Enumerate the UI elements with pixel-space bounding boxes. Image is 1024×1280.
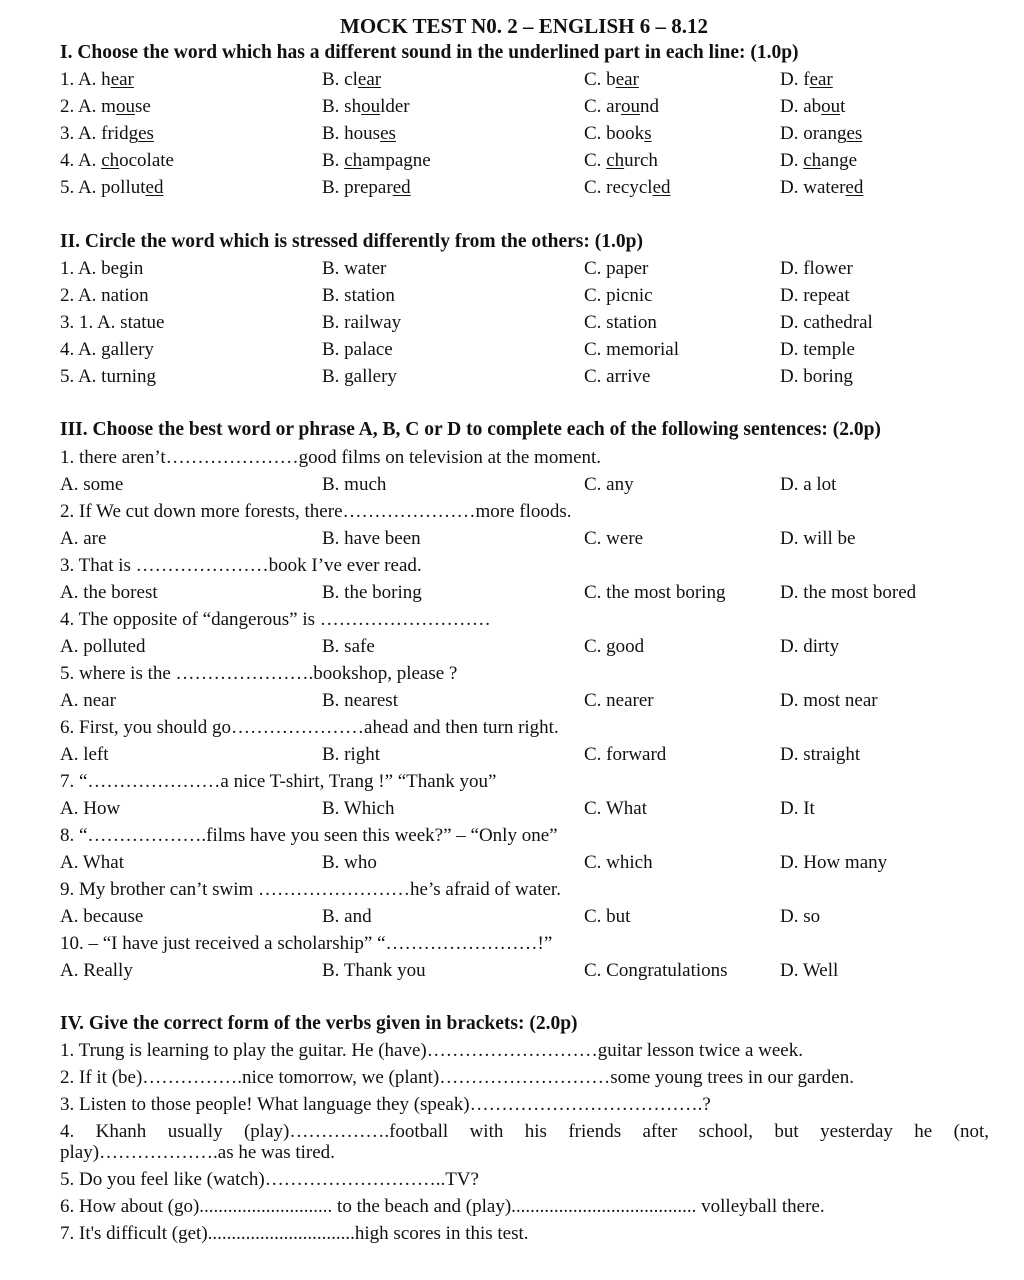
answer-option: D. boring	[780, 366, 853, 387]
sound-question-row	[0, 177, 1024, 204]
answer-option: D. flower	[780, 258, 853, 279]
answer-option: D. most near	[780, 690, 878, 711]
underlined-part: es	[846, 123, 863, 144]
mcq-question: 8. “……………….films have you seen this week?” – “Only one”	[60, 825, 558, 846]
underlined-part: ear	[615, 69, 639, 90]
answer-option: A. near	[60, 690, 116, 711]
verb-question-7: 7. It's difficult (get)...............................high scores in this test.	[60, 1223, 529, 1244]
option-text: D. ab	[780, 96, 822, 117]
answer-option	[60, 177, 163, 199]
underlined-part: ear	[357, 69, 382, 90]
answer-option	[322, 150, 431, 172]
answer-option: B. gallery	[322, 366, 397, 387]
option-text: ocolate	[119, 150, 174, 171]
option-text: B. sh	[322, 96, 362, 117]
answer-option	[322, 177, 411, 199]
answer-option	[780, 177, 863, 199]
answer-option: B. the boring	[322, 582, 422, 603]
answer-option: B. and	[322, 906, 372, 927]
answer-option: A. are	[60, 528, 107, 549]
answer-option	[780, 150, 857, 172]
option-text: B.	[322, 150, 345, 171]
mcq-options-row	[0, 474, 1024, 501]
option-text: 2. A. m	[60, 96, 116, 117]
answer-option	[780, 123, 862, 145]
answer-option: D. Well	[780, 960, 839, 981]
option-text: B. prepar	[322, 177, 393, 198]
mcq-options-row	[0, 582, 1024, 609]
answer-option: A. How	[60, 798, 121, 819]
option-text: C.	[584, 150, 607, 171]
mcq-question: 10. – “I have just received a scholarship” “……………………!”	[60, 933, 553, 954]
underlined-part: ed	[652, 177, 671, 198]
section-2-heading: II. Circle the word which is stressed differently from the others: (1.0p)	[60, 231, 643, 252]
answer-option: D. a lot	[780, 474, 837, 495]
answer-option: B. nearest	[322, 690, 398, 711]
answer-option: C. forward	[584, 744, 667, 765]
option-text: D. f	[780, 69, 810, 90]
stress-question-row	[0, 339, 1024, 366]
underlined-part: es	[380, 123, 396, 144]
option-text: D. water	[780, 177, 846, 198]
answer-option: 3. 1. A. statue	[60, 312, 165, 333]
mcq-question: 6. First, you should go…………………ahead and then turn right.	[60, 717, 559, 738]
underlined-part: ou	[821, 96, 841, 117]
answer-option	[60, 123, 154, 145]
sound-question-row	[0, 123, 1024, 150]
option-text: C. b	[584, 69, 616, 90]
verb-question-6: 6. How about (go)............................ to the beach and (play)....................................... volleyball there.	[60, 1196, 825, 1217]
option-text: 5. A. pollut	[60, 177, 146, 198]
answer-option	[584, 123, 652, 145]
answer-option	[780, 69, 833, 91]
option-text: nd	[639, 96, 659, 117]
answer-option	[60, 69, 134, 91]
option-text: C. ar	[584, 96, 621, 117]
mcq-question: 2. If We cut down more forests, there…………………more floods.	[60, 501, 572, 522]
answer-option: C. which	[584, 852, 653, 873]
answer-option: C. station	[584, 312, 657, 333]
answer-option: D. cathedral	[780, 312, 873, 333]
sound-question-row	[0, 96, 1024, 123]
answer-option: B. have been	[322, 528, 421, 549]
underlined-part: ed	[145, 177, 164, 198]
answer-option: D. straight	[780, 744, 861, 765]
mcq-question: 4. The opposite of “dangerous” is ………………………	[60, 609, 491, 630]
answer-option: B. railway	[322, 312, 402, 333]
stress-question-row	[0, 285, 1024, 312]
answer-option	[584, 96, 659, 118]
answer-option: B. safe	[322, 636, 375, 657]
option-text: ampagne	[362, 150, 431, 171]
answer-option: B. much	[322, 474, 387, 495]
answer-option	[584, 150, 658, 172]
answer-option: C. but	[584, 906, 631, 927]
underlined-part: ear	[110, 69, 134, 90]
answer-option	[780, 96, 845, 118]
mcq-question: 5. where is the ………………….bookshop, please ?	[60, 663, 458, 684]
answer-option: B. station	[322, 285, 395, 306]
option-text: t	[840, 96, 846, 117]
mcq-question: 1. there aren’t…………………good films on television at the moment.	[60, 447, 602, 468]
answer-option: B. right	[322, 744, 381, 765]
answer-option: D. How many	[780, 852, 888, 873]
mcq-options-row	[0, 906, 1024, 933]
mcq-options-row	[0, 528, 1024, 555]
page-title: MOCK TEST N0. 2 – ENGLISH 6 – 8.12	[340, 14, 708, 38]
answer-option: C. paper	[584, 258, 649, 279]
answer-option: A. Really	[60, 960, 133, 981]
section-1-heading: I. Choose the word which has a different sound in the underlined part in each line: (1.0p)	[60, 42, 799, 63]
underlined-part: ch	[606, 150, 625, 171]
mcq-options-row	[0, 852, 1024, 879]
answer-option: C. arrive	[584, 366, 651, 387]
answer-option: A. some	[60, 474, 124, 495]
option-text: ange	[821, 150, 858, 171]
underlined-part: ch	[803, 150, 822, 171]
option-text: B. hous	[322, 123, 381, 144]
answer-option: D. It	[780, 798, 815, 819]
mcq-options-row	[0, 960, 1024, 987]
option-text: D. orang	[780, 123, 847, 144]
verb-question-2: 2. If it (be)…………….nice tomorrow, we (plant)………………………some young trees in our garden.	[60, 1067, 854, 1088]
underlined-part: ed	[392, 177, 411, 198]
answer-option: D. repeat	[780, 285, 850, 306]
answer-option: A. the borest	[60, 582, 158, 603]
option-text: urch	[624, 150, 658, 171]
answer-option: C. nearer	[584, 690, 654, 711]
answer-option: D. so	[780, 906, 821, 927]
mcq-options-row	[0, 744, 1024, 771]
answer-option: B. Which	[322, 798, 395, 819]
answer-option: C. memorial	[584, 339, 679, 360]
answer-option: B. Thank you	[322, 960, 426, 981]
answer-option: 5. A. turning	[60, 366, 157, 387]
mcq-question: 9. My brother can’t swim ……………………he’s afraid of water.	[60, 879, 561, 900]
option-text: B. cl	[322, 69, 358, 90]
answer-option: C. picnic	[584, 285, 653, 306]
section-3-heading: III. Choose the best word or phrase A, B, C or D to complete each of the following sentences: (2.0p)	[60, 419, 881, 440]
underlined-part: ch	[101, 150, 120, 171]
answer-option: D. the most bored	[780, 582, 917, 603]
answer-option: 2. A. nation	[60, 285, 149, 306]
answer-option: A. What	[60, 852, 125, 873]
underlined-part: ou	[361, 96, 381, 117]
option-text: lder	[380, 96, 410, 117]
answer-option	[584, 177, 671, 199]
answer-option: B. who	[322, 852, 377, 873]
answer-option: 4. A. gallery	[60, 339, 154, 360]
answer-option: C. good	[584, 636, 645, 657]
underlined-part: ou	[620, 96, 640, 117]
answer-option: D. dirty	[780, 636, 840, 657]
verb-question-4-line-2: play)……………….as he was tired.	[60, 1142, 335, 1163]
underlined-part: es	[138, 123, 154, 144]
sound-question-row	[0, 150, 1024, 177]
mcq-question: 3. That is …………………book I’ve ever read.	[60, 555, 422, 576]
answer-option	[584, 69, 639, 91]
answer-option	[322, 96, 410, 118]
answer-option: D. will be	[780, 528, 856, 549]
option-text: 4. A.	[60, 150, 102, 171]
answer-option: A. left	[60, 744, 109, 765]
mcq-options-row	[0, 636, 1024, 663]
option-text: se	[134, 96, 151, 117]
verb-question-3: 3. Listen to those people! What language they (speak)……………………………….?	[60, 1094, 711, 1115]
answer-option: A. polluted	[60, 636, 146, 657]
answer-option: D. temple	[780, 339, 855, 360]
mcq-options-row	[0, 690, 1024, 717]
answer-option	[322, 123, 396, 145]
underlined-part: ear	[809, 69, 833, 90]
underlined-part: ed	[845, 177, 864, 198]
answer-option: C. the most boring	[584, 582, 726, 603]
answer-option: C. any	[584, 474, 634, 495]
option-text: C. recycl	[584, 177, 653, 198]
stress-question-row	[0, 312, 1024, 339]
answer-option: C. What	[584, 798, 647, 819]
verb-question-1: 1. Trung is learning to play the guitar. He (have)………………………guitar lesson twice a week.	[60, 1040, 803, 1061]
section-4-heading: IV. Give the correct form of the verbs given in brackets: (2.0p)	[60, 1013, 578, 1034]
underlined-part: s	[644, 123, 652, 144]
mcq-question: 7. “…………………a nice T-shirt, Trang !” “Thank you”	[60, 771, 497, 792]
answer-option	[60, 150, 174, 172]
option-text: C. book	[584, 123, 645, 144]
answer-option: A. because	[60, 906, 144, 927]
stress-question-row	[0, 366, 1024, 393]
answer-option: 1. A. begin	[60, 258, 144, 279]
option-text: 3. A. fridg	[60, 123, 139, 144]
stress-question-row	[0, 258, 1024, 285]
verb-question-5: 5. Do you feel like (watch)………………………..TV?	[60, 1169, 479, 1190]
answer-option: C. were	[584, 528, 644, 549]
answer-option	[322, 69, 381, 91]
mcq-options-row	[0, 798, 1024, 825]
sound-question-row	[0, 69, 1024, 96]
answer-option: B. palace	[322, 339, 393, 360]
underlined-part: ou	[115, 96, 135, 117]
answer-option: C. Congratulations	[584, 960, 728, 981]
option-text: 1. A. h	[60, 69, 111, 90]
option-text: D.	[780, 150, 804, 171]
verb-question-4-line-1: 4. Khanh usually (play)…………….football with his friends after school, but yesterday he (not,	[60, 1121, 989, 1142]
answer-option	[60, 96, 151, 118]
underlined-part: ch	[344, 150, 363, 171]
answer-option: B. water	[322, 258, 387, 279]
